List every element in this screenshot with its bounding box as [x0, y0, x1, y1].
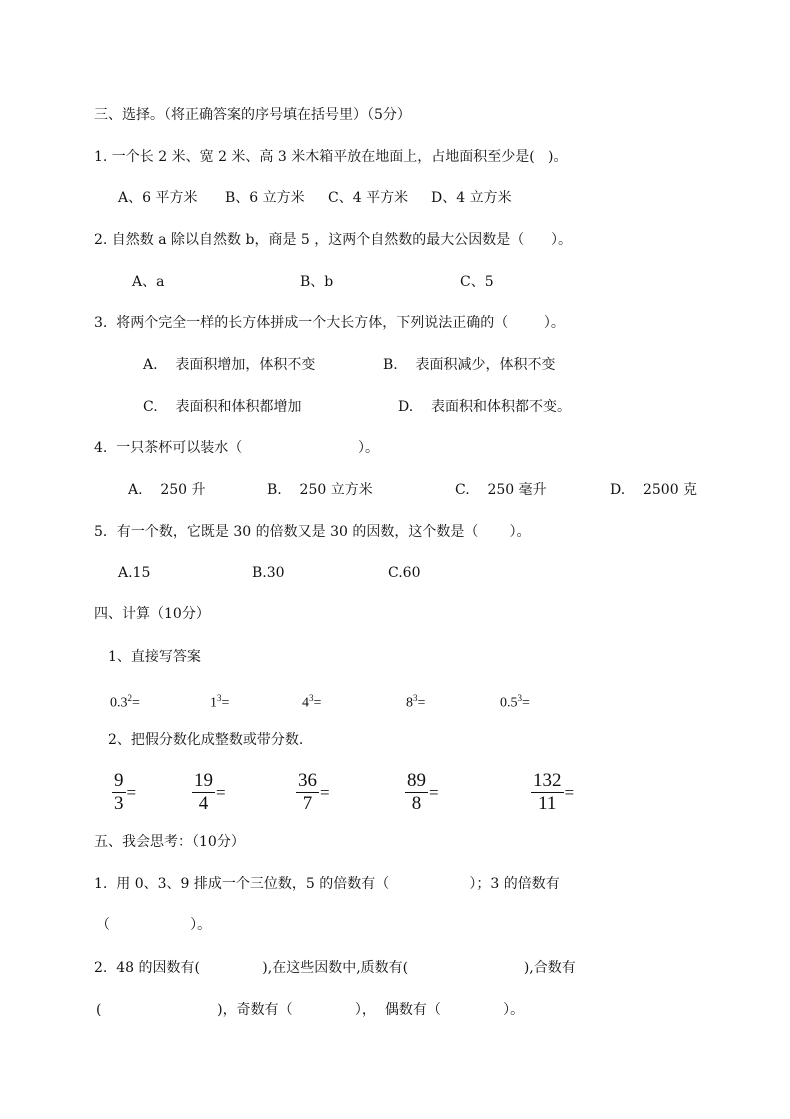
q5-option-b: B.30 — [252, 565, 285, 581]
fraction-item: $\frac{19}{4}$ = — [194, 770, 226, 814]
section-4-sub-1: 1、直接写答案 — [108, 649, 201, 665]
q4-option-d: D. 2500 克 — [610, 482, 698, 498]
q2-option-b: B、b — [300, 274, 334, 290]
q5-option-c: C.60 — [388, 565, 421, 581]
power-item: $4^3=$ — [302, 693, 322, 711]
section-4-sub-2: 2、把假分数化成整数或带分数. — [108, 732, 304, 748]
q4-option-b: B. 250 立方米 — [267, 482, 373, 498]
section-5-title: 五、我会思考：（10分） — [94, 834, 245, 850]
q1-option-d: D、4 立方米 — [431, 190, 512, 206]
q2-option-a: A、a — [132, 274, 165, 290]
q3-option-d: D. 表面积和体积都不变。 — [398, 399, 571, 415]
fraction-item: $\frac{89}{8}$ = — [407, 770, 439, 814]
q1-option-a: A、6 平方米 — [118, 190, 198, 206]
q1-option-c: C、4 平方米 — [328, 190, 409, 206]
power-item: $0.5^3=$ — [500, 693, 530, 711]
section-3-title: 三、选择。（将正确答案的序号填在括号里）（5分） — [94, 107, 411, 123]
q3-option-a: A. 表面积增加，体积不变 — [143, 357, 316, 373]
question-4: 4. 一只茶杯可以装水（ ）。 — [94, 440, 379, 456]
q2-option-c: C、5 — [460, 274, 494, 290]
q4-option-c: C. 250 毫升 — [455, 482, 547, 498]
question-2: 2. 自然数 a 除以自然数 b，商是 5 ，这两个自然数的最大公因数是（ ）。 — [94, 232, 572, 248]
s5-question-1-line-2: （ ）。 — [96, 917, 212, 933]
fraction-item: $\frac{9}{3}$ = — [114, 770, 137, 814]
question-5: 5．有一个数，它既是 30 的倍数又是 30 的因数，这个数是（ ）。 — [94, 524, 531, 540]
q4-option-a: A. 250 升 — [128, 482, 206, 498]
question-3: 3. 将两个完全一样的长方体拼成一个大长方体，下列说法正确的（ ）。 — [94, 315, 565, 331]
s5-question-1-line-1: 1. 用 0、3、9 排成一个三位数，5 的倍数有（ ）；3 的倍数有 — [94, 876, 560, 892]
q3-option-b: B. 表面积减少，体积不变 — [383, 357, 556, 373]
q5-option-a: A.15 — [118, 565, 151, 581]
fraction-item: $\frac{36}{7}$ = — [298, 770, 330, 814]
fraction-item: $\frac{132}{11}$ = — [533, 770, 575, 814]
power-item: $8^3=$ — [406, 693, 426, 711]
q3-option-c: C. 表面积和体积都增加 — [143, 399, 302, 415]
power-item: $0.3^2=$ — [110, 693, 140, 711]
section-4-title: 四、计算（10分） — [94, 606, 210, 622]
s5-question-2-line-1: 2. 48 的因数有( ),在这些因数中,质数有( ),合数有 — [94, 960, 576, 976]
q1-option-b: B、6 立方米 — [225, 190, 305, 206]
question-1: 1. 一个长 2 米、宽 2 米、高 3 米木箱平放在地面上，占地面积至少是( )。 — [94, 149, 568, 165]
s5-question-2-line-2: ( )，奇数有（ ）， 偶数有（ ）。 — [96, 1002, 525, 1018]
power-item: $1^3=$ — [210, 693, 230, 711]
